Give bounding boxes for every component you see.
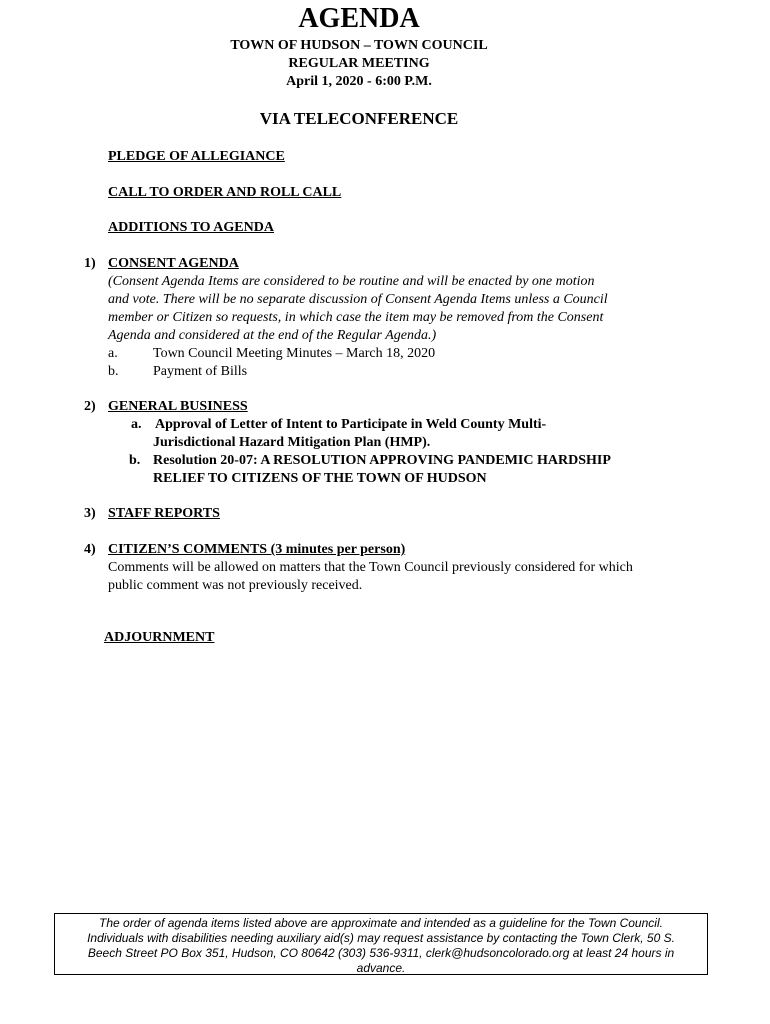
footer-notice-box bbox=[54, 913, 708, 975]
consent-item-text: Payment of Bills bbox=[153, 364, 248, 379]
consent-number: 1) bbox=[84, 256, 96, 271]
pledge-heading: PLEDGE OF ALLEGIANCE bbox=[108, 149, 285, 164]
consent-item-text: Town Council Meeting Minutes – March 18, 2020 bbox=[153, 346, 436, 361]
meeting-date: April 1, 2020 - 6:00 P.M. bbox=[286, 74, 432, 89]
general-item-line: Approval of Letter of Intent to Participate in Weld County Multi- bbox=[155, 417, 547, 432]
footer-line: The order of agenda items listed above are approximate and intended as a guideline for the Town Council. bbox=[99, 916, 663, 930]
consent-item-letter: b. bbox=[108, 364, 119, 379]
call-to-order-heading: CALL TO ORDER AND ROLL CALL bbox=[108, 185, 342, 200]
general-number: 2) bbox=[84, 399, 96, 414]
consent-note-line: and vote. There will be no separate discussion of Consent Agenda Items unless a Council bbox=[108, 292, 608, 307]
consent-item-letter: a. bbox=[108, 346, 118, 361]
general-item-letter: a. bbox=[131, 417, 142, 432]
footer-line: advance. bbox=[356, 961, 406, 975]
staff-heading: STAFF REPORTS bbox=[108, 506, 220, 521]
staff-number: 3) bbox=[84, 506, 96, 521]
consent-note-line: Agenda and considered at the end of the Regular Agenda.) bbox=[108, 328, 437, 343]
footer-line: Individuals with disabilities needing auxiliary aid(s) may request assistance by contacting the Town Clerk, 50 S. bbox=[87, 931, 675, 945]
citizens-number: 4) bbox=[84, 542, 96, 557]
council-name: TOWN OF HUDSON – TOWN COUNCIL bbox=[230, 38, 488, 53]
consent-note-line: member or Citizen so requests, in which case the item may be removed from the Consent bbox=[108, 310, 604, 325]
consent-note-line: (Consent Agenda Items are considered to be routine and will be enacted by one motion bbox=[108, 274, 595, 289]
general-item-line: Jurisdictional Hazard Mitigation Plan (HMP). bbox=[153, 435, 431, 450]
general-item-line: RELIEF TO CITIZENS OF THE TOWN OF HUDSON bbox=[153, 471, 487, 486]
additions-heading: ADDITIONS TO AGENDA bbox=[108, 220, 274, 235]
citizens-heading: CITIZEN’S COMMENTS (3 minutes per person) bbox=[108, 542, 406, 557]
consent-heading: CONSENT AGENDA bbox=[108, 256, 239, 271]
general-heading: GENERAL BUSINESS bbox=[108, 399, 248, 414]
meeting-type: REGULAR MEETING bbox=[288, 56, 430, 71]
general-item-line: Resolution 20-07: A RESOLUTION APPROVING PANDEMIC HARDSHIP bbox=[153, 453, 611, 468]
general-item-letter: b. bbox=[129, 453, 141, 468]
agenda-title: AGENDA bbox=[298, 3, 420, 34]
adjournment-heading: ADJOURNMENT bbox=[104, 630, 215, 645]
teleconference-note: VIA TELECONFERENCE bbox=[259, 109, 459, 128]
citizens-body-line: Comments will be allowed on matters that the Town Council previously considered for which bbox=[108, 560, 633, 575]
citizens-body-line: public comment was not previously received. bbox=[108, 578, 363, 593]
footer-line: Beech Street PO Box 351, Hudson, CO 80642 (303) 536-9311, clerk@hudsoncolorado.org at least 24 hours in bbox=[87, 946, 675, 960]
